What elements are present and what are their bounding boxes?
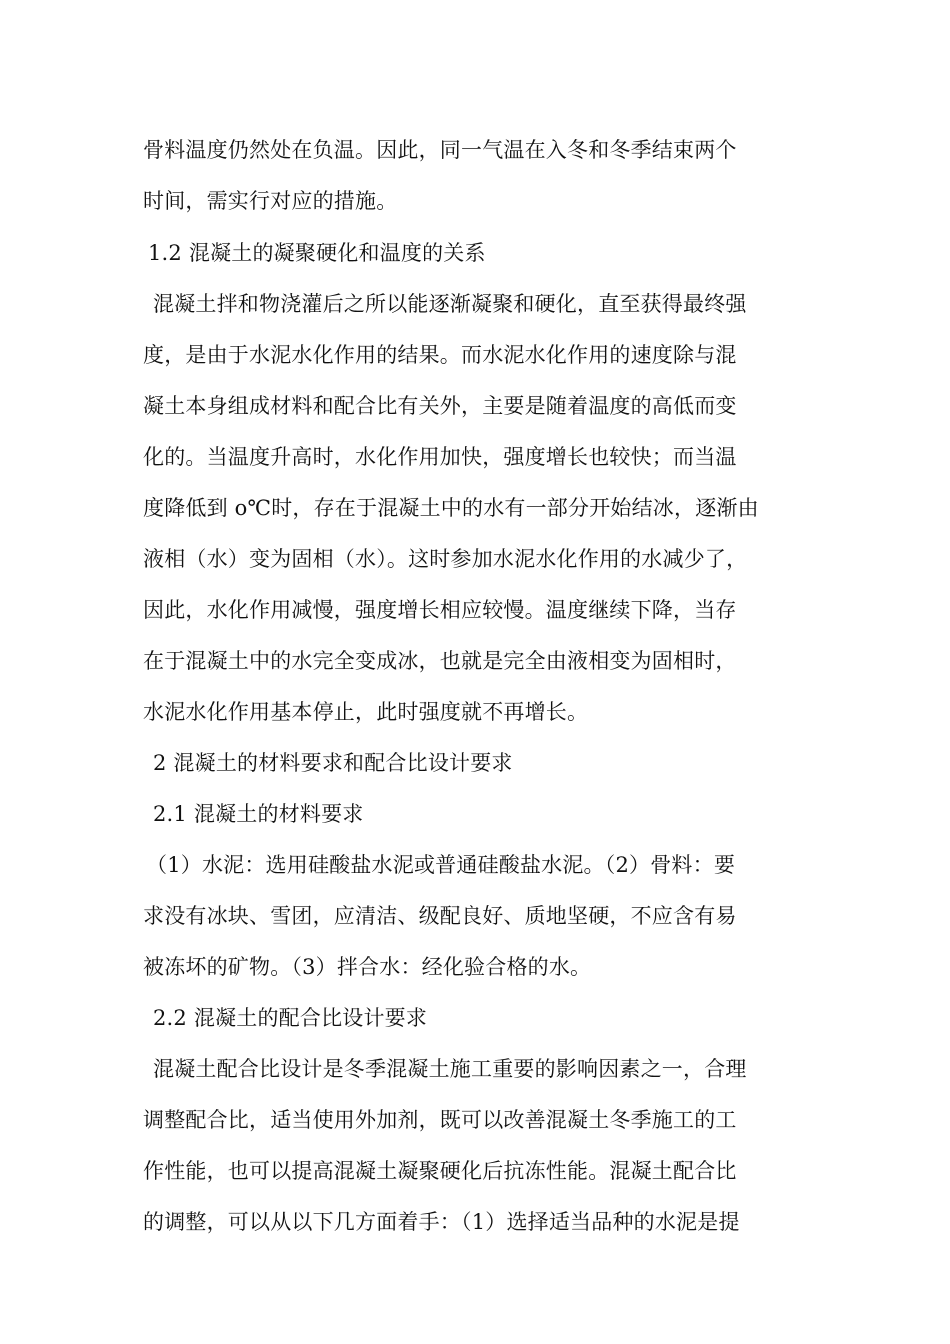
section-heading-2-2: 2.2 混凝土的配合比设计要求 bbox=[153, 1006, 428, 1030]
paragraph-line-9: 因此，水化作用减慢，强度增长相应较慢。温度继续下降，当存 bbox=[143, 598, 737, 622]
paragraph-line-3: 混凝土拌和物浇灌后之所以能逐渐凝聚和硬化，直至获得最终强 bbox=[153, 292, 747, 316]
section-heading-1-2: 1.2 混凝土的凝聚硬化和温度的关系 bbox=[148, 241, 486, 265]
section-heading-2-1: 2.1 混凝土的材料要求 bbox=[153, 802, 364, 826]
paragraph-line-12: （1）水泥：选用硅酸盐水泥或普通硅酸盐水泥。（2）骨料：要 bbox=[146, 853, 736, 877]
paragraph-line-16: 调整配合比，适当使用外加剂，既可以改善混凝土冬季施工的工 bbox=[143, 1108, 737, 1132]
paragraph-line-13: 求没有冰块、雪团，应清洁、级配良好、质地坚硬，不应含有易 bbox=[143, 904, 737, 928]
section-heading-2: 2 混凝土的材料要求和配合比设计要求 bbox=[153, 751, 513, 775]
paragraph-line-17: 作性能，也可以提高混凝土凝聚硬化后抗冻性能。混凝土配合比 bbox=[143, 1159, 737, 1183]
paragraph-line-15: 混凝土配合比设计是冬季混凝土施工重要的影响因素之一，合理 bbox=[153, 1057, 747, 1081]
paragraph-line-6: 化的。当温度升高时，水化作用加快，强度增长也较快；而当温 bbox=[143, 445, 737, 469]
paragraph-line-8: 液相（水）变为固相（水）。这时参加水泥水化作用的水减少了， bbox=[143, 547, 748, 571]
paragraph-line-4: 度，是由于水泥水化作用的结果。而水泥水化作用的速度除与混 bbox=[143, 343, 737, 367]
paragraph-line-1: 骨料温度仍然处在负温。因此，同一气温在入冬和冬季结束两个 bbox=[143, 138, 737, 162]
paragraph-line-14: 被冻坏的矿物。（3）拌合水：经化验合格的水。 bbox=[143, 955, 592, 979]
paragraph-line-11: 水泥水化作用基本停止，此时强度就不再增长。 bbox=[143, 700, 589, 724]
paragraph-line-5: 凝土本身组成材料和配合比有关外，主要是随着温度的高低而变 bbox=[143, 394, 737, 418]
paragraph-line-7: 度降低到 o℃时，存在于混凝土中的水有一部分开始结冰，逐渐由 bbox=[143, 496, 759, 520]
paragraph-line-2: 时间，需实行对应的措施。 bbox=[143, 189, 398, 213]
paragraph-line-18: 的调整，可以从以下几方面着手：（1）选择适当品种的水泥是提 bbox=[143, 1210, 740, 1234]
paragraph-line-10: 在于混凝土中的水完全变成冰，也就是完全由液相变为固相时， bbox=[143, 649, 737, 673]
